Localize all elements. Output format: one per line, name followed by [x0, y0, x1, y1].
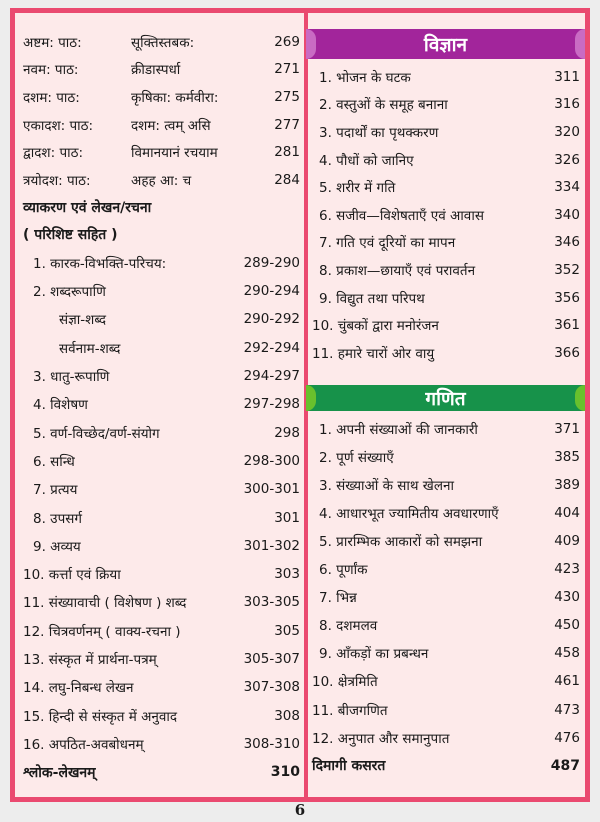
toc-entry-lesson[interactable] — [23, 138, 300, 166]
entry-title: 7. गति एवं दूरियों का मापन — [319, 235, 456, 252]
entry-title: 5. वर्ण-विच्छेद/वर्ण-संयोग — [33, 425, 160, 442]
entry-page: 311 — [554, 68, 580, 85]
entry-page: 473 — [554, 701, 580, 718]
entry-page: 361 — [554, 317, 580, 334]
entry-page: 326 — [554, 151, 580, 168]
grammar-subheading — [23, 221, 300, 249]
entry-label — [23, 116, 211, 134]
lesson-number: अष्टम: पाठ: — [23, 34, 82, 51]
entry-page: 340 — [554, 206, 580, 223]
toc-entry-math[interactable] — [312, 724, 580, 752]
entry-page: 352 — [554, 261, 580, 278]
toc-entry-lesson[interactable] — [23, 111, 300, 139]
toc-entry-grammar[interactable] — [23, 588, 300, 616]
entry-title: दिमागी कसरत — [312, 758, 386, 775]
entry-title: 11. संख्यावाची ( विशेषण ) शब्द — [23, 595, 187, 612]
entry-title: 11. हमारे चारों ओर वायु — [312, 345, 435, 362]
toc-entry-grammar[interactable] — [23, 503, 300, 531]
entry-title: 2. पूर्ण संख्याएँ — [319, 449, 394, 466]
toc-entry-science[interactable] — [312, 284, 580, 312]
toc-entry-grammar[interactable] — [23, 730, 300, 758]
entry-page: 334 — [554, 179, 580, 196]
toc-entry-math[interactable] — [312, 695, 580, 723]
entry-title: 6. सजीव—विशेषताएँ एवं आवास — [319, 207, 484, 224]
entry-title: 6. सन्धि — [33, 453, 75, 470]
entry-page: 409 — [554, 532, 580, 549]
entry-page: 423 — [554, 561, 580, 578]
entry-label — [23, 60, 180, 78]
entry-title: 1. अपनी संख्याओं की जानकारी — [319, 421, 478, 438]
toc-entry-math[interactable] — [312, 471, 580, 499]
entry-page: 275 — [274, 88, 300, 105]
lesson-number: त्रयोदश: पाठ: — [23, 172, 91, 189]
toc-entry-grammar[interactable] — [23, 390, 300, 418]
entry-title: 16. अपठित-अवबोधनम् — [23, 736, 144, 753]
entry-page: 281 — [274, 144, 300, 161]
entry-title: सर्वनाम-शब्द — [59, 340, 121, 357]
toc-entry-math[interactable] — [312, 555, 580, 583]
toc-entry-math[interactable] — [312, 639, 580, 667]
entry-title: सूक्तिस्तबक: — [131, 34, 195, 51]
toc-entry-science[interactable] — [312, 146, 580, 174]
entry-page: 385 — [554, 448, 580, 465]
entry-title: 15. हिन्दी से संस्कृत में अनुवाद — [23, 708, 178, 725]
entry-title: क्रीडास्पर्धा — [131, 62, 181, 79]
entry-page: 290-294 — [243, 283, 300, 300]
lesson-number: एकादश: पाठ: — [23, 117, 94, 134]
grammar-subheading-text: ( परिशिष्ट सहित ) — [23, 227, 118, 244]
entry-page: 371 — [554, 420, 580, 437]
entry-page: 458 — [554, 645, 580, 662]
toc-entry-grammar[interactable] — [23, 702, 300, 730]
toc-entry-lesson[interactable] — [23, 166, 300, 194]
contents-frame — [10, 8, 590, 802]
header-cap-left — [306, 29, 316, 59]
entry-page: 305 — [274, 622, 300, 639]
entry-title: श्लोक-लेखनम् — [23, 764, 96, 781]
entry-page: 450 — [554, 617, 580, 634]
entry-page: 277 — [274, 116, 300, 133]
entry-page: 476 — [554, 729, 580, 746]
entry-page: 389 — [554, 476, 580, 493]
grammar-heading-text: व्याकरण एवं लेखन/रचना — [23, 199, 152, 216]
toc-entry-grammar[interactable] — [23, 673, 300, 701]
toc-entry-lesson[interactable] — [23, 83, 300, 111]
science-section-header — [306, 29, 585, 59]
lesson-number: नवम: पाठ: — [23, 62, 79, 79]
entry-title: 8. दशमलव — [319, 618, 378, 635]
entry-page: 430 — [554, 589, 580, 606]
lesson-number: द्वादश: पाठ: — [23, 145, 84, 162]
toc-entry-math[interactable] — [312, 583, 580, 611]
toc-entry-grammar[interactable] — [23, 475, 300, 503]
entry-label — [23, 143, 218, 161]
entry-page: 294-297 — [243, 368, 300, 385]
toc-entry-science[interactable] — [312, 339, 580, 367]
toc-entry-science[interactable] — [312, 91, 580, 119]
toc-entry-grammar[interactable] — [23, 560, 300, 588]
entry-page: 292-294 — [243, 339, 300, 356]
entry-page: 487 — [550, 757, 580, 774]
entry-page: 461 — [554, 673, 580, 690]
entry-page: 346 — [554, 234, 580, 251]
entry-page: 301-302 — [243, 537, 300, 554]
header-cap-right — [575, 29, 585, 59]
entry-page: 305-307 — [243, 651, 300, 668]
entry-page: 320 — [554, 123, 580, 140]
toc-entry-science[interactable] — [312, 256, 580, 284]
page-number: 6 — [294, 801, 306, 819]
entry-page: 356 — [554, 289, 580, 306]
entry-title: 1. भोजन के घटक — [319, 69, 411, 86]
entry-page: 310 — [270, 764, 300, 781]
entry-page: 308-310 — [243, 735, 300, 752]
entry-title: 9. आँकड़ों का प्रबन्धन — [319, 646, 429, 663]
toc-entry-science[interactable] — [312, 311, 580, 339]
entry-page: 301 — [274, 509, 300, 526]
toc-entry-grammar[interactable] — [23, 334, 300, 362]
entry-page: 271 — [274, 61, 300, 78]
entry-title: 10. चुंबकों द्वारा मनोरंजन — [312, 318, 439, 335]
entry-page: 316 — [554, 96, 580, 113]
toc-entry-science[interactable] — [312, 201, 580, 229]
entry-label — [23, 33, 194, 51]
header-cap-right — [575, 385, 585, 411]
entry-title: 2. वस्तुओं के समूह बनाना — [319, 97, 448, 114]
entry-title: 9. अव्यय — [33, 538, 81, 555]
toc-entry-shloka[interactable] — [23, 758, 300, 786]
entry-title: 8. उपसर्ग — [33, 510, 82, 527]
entry-title: 14. लघु-निबन्ध लेखन — [23, 680, 134, 697]
toc-entry-grammar[interactable] — [23, 532, 300, 560]
entry-title: 5. शरीर में गति — [319, 180, 396, 197]
science-heading: विज्ञान — [423, 34, 468, 56]
entry-page: 307-308 — [243, 679, 300, 696]
entry-page: 298 — [274, 424, 300, 441]
entry-page: 269 — [274, 33, 300, 50]
entry-title: 5. प्रारम्भिक आकारों को समझना — [319, 533, 483, 550]
entry-title: 3. पदार्थों का पृथक्करण — [319, 124, 439, 141]
toc-entry-grammar[interactable] — [23, 447, 300, 475]
entry-title: कृषिका: कर्मवीरा: — [131, 89, 219, 106]
entry-title: 10. क्षेत्रमिति — [312, 674, 378, 691]
entry-title: 6. पूर्णांक — [319, 562, 368, 579]
math-heading: गणित — [425, 387, 466, 410]
entry-title: दशम: त्वम् असि — [131, 117, 211, 134]
entry-page: 366 — [554, 344, 580, 361]
toc-entry-math[interactable] — [312, 415, 580, 443]
entry-title: 4. पौधों को जानिए — [319, 152, 414, 169]
entry-title: 13. संस्कृत में प्रार्थना-पत्रम् — [23, 652, 157, 669]
toc-entry-grammar[interactable] — [23, 249, 300, 277]
entry-title: 7. प्रत्यय — [33, 482, 78, 499]
entry-title: अहह आ: च — [131, 172, 192, 189]
math-section-header — [306, 385, 585, 411]
entry-page: 297-298 — [243, 396, 300, 413]
entry-page: 404 — [554, 504, 580, 521]
entry-page: 289-290 — [243, 254, 300, 271]
toc-entry-math[interactable] — [312, 499, 580, 527]
entry-page: 290-292 — [243, 311, 300, 328]
entry-page: 298-300 — [243, 452, 300, 469]
entry-page: 303-305 — [243, 594, 300, 611]
toc-entry-math[interactable] — [312, 611, 580, 639]
toc-entry-lesson[interactable] — [23, 56, 300, 84]
toc-entry-grammar[interactable] — [23, 305, 300, 333]
entry-title: 4. विशेषण — [33, 397, 88, 414]
entry-title: 8. प्रकाश—छायाएँ एवं परावर्तन — [319, 262, 476, 279]
toc-entry-grammar[interactable] — [23, 362, 300, 390]
entry-page: 300-301 — [243, 481, 300, 498]
entry-title: 11. बीजगणित — [312, 702, 388, 719]
lesson-number: दशम: पाठ: — [23, 89, 80, 106]
toc-entry-grammar[interactable] — [23, 419, 300, 447]
toc-entry-math[interactable] — [312, 443, 580, 471]
entry-title: 2. शब्दरूपाणि — [33, 284, 106, 301]
entry-title: 10. कर्त्ता एवं क्रिया — [23, 567, 121, 584]
toc-entry-science[interactable] — [312, 173, 580, 201]
left-column — [23, 28, 300, 786]
entry-title: 4. आधारभूत ज्यामितीय अवधारणाएँ — [319, 505, 499, 522]
toc-entry-science[interactable] — [312, 63, 580, 91]
toc-entry-grammar[interactable] — [23, 645, 300, 673]
entry-title: 12. अनुपात और समानुपात — [312, 730, 450, 747]
toc-entry-grammar[interactable] — [23, 617, 300, 645]
entry-title: 12. चित्रवर्णनम् ( वाक्य-रचना ) — [23, 623, 181, 640]
toc-entry-science[interactable] — [312, 229, 580, 257]
entry-title: संज्ञा-शब्द — [59, 312, 106, 329]
entry-page: 308 — [274, 707, 300, 724]
entry-title: 3. संख्याओं के साथ खेलना — [319, 477, 454, 494]
toc-entry-grammar[interactable] — [23, 277, 300, 305]
entry-page: 284 — [274, 171, 300, 188]
entry-title: 3. धातु-रूपाणि — [33, 369, 110, 386]
entry-title: 9. विद्युत तथा परिपथ — [319, 290, 425, 307]
entry-title: विमानयानं रचयाम — [131, 145, 218, 162]
toc-entry-lesson[interactable] — [23, 28, 300, 56]
entry-label — [23, 171, 191, 189]
header-cap-left — [306, 385, 316, 411]
right-column — [312, 29, 580, 780]
grammar-heading — [23, 194, 300, 222]
toc-entry-brain[interactable] — [312, 752, 580, 780]
toc-entry-science[interactable] — [312, 118, 580, 146]
entry-title: 7. भिन्न — [319, 590, 357, 607]
entry-label — [23, 88, 218, 106]
entry-title: 1. कारक-विभक्ति-परिचय: — [33, 255, 167, 272]
entry-page: 303 — [274, 566, 300, 583]
toc-entry-math[interactable] — [312, 527, 580, 555]
toc-entry-math[interactable] — [312, 667, 580, 695]
